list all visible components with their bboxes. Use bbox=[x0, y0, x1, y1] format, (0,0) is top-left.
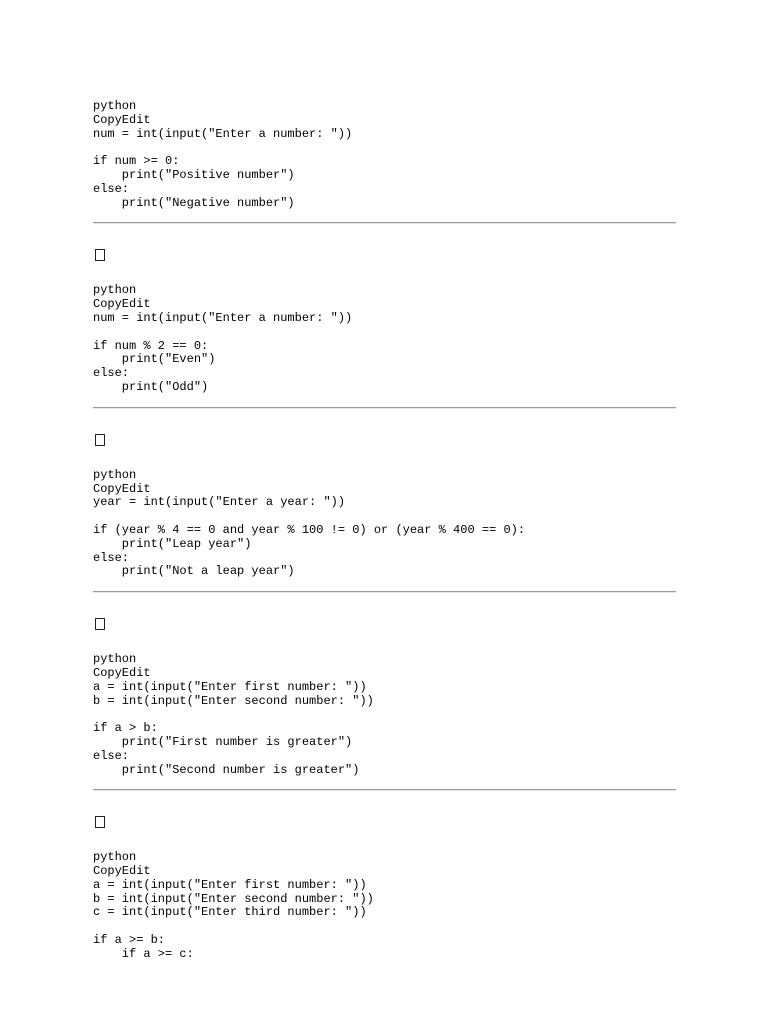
code-line: if a >= b: bbox=[93, 933, 166, 948]
code-lang-label: python bbox=[93, 850, 137, 865]
code-line bbox=[93, 510, 676, 524]
code-line: a = int(input("Enter first number: ")) bbox=[93, 877, 367, 892]
code-line: else: bbox=[93, 748, 130, 763]
code-line: if a >= c: bbox=[93, 946, 194, 961]
code-line: b = int(input("Enter second number: ")) bbox=[93, 891, 374, 906]
code-line: year = int(input("Enter a year: ")) bbox=[93, 495, 346, 510]
code-line: c = int(input("Enter third number: ")) bbox=[93, 905, 367, 920]
copy-edit-button[interactable]: CopyEdit bbox=[93, 481, 151, 496]
code-line bbox=[93, 326, 676, 340]
code-line: a = int(input("Enter first number: ")) bbox=[93, 679, 367, 694]
code-line: print("Even") bbox=[93, 352, 216, 367]
code-line bbox=[93, 141, 676, 155]
section-divider bbox=[93, 407, 676, 409]
section-divider bbox=[93, 591, 676, 593]
code-line: b = int(input("Enter second number: ")) bbox=[93, 693, 374, 708]
code-block-3 bbox=[93, 469, 676, 579]
code-line: print("Positive number") bbox=[93, 167, 295, 182]
code-line: if a > b: bbox=[93, 721, 158, 736]
copy-edit-button[interactable]: CopyEdit bbox=[93, 665, 151, 680]
code-block-5 bbox=[93, 851, 676, 961]
section-divider bbox=[93, 789, 676, 791]
code-line: else: bbox=[93, 366, 130, 381]
code-line: else: bbox=[93, 550, 130, 565]
missing-glyph-box-icon bbox=[95, 816, 105, 828]
code-line bbox=[93, 920, 676, 934]
code-line: if num % 2 == 0: bbox=[93, 338, 209, 353]
document-page bbox=[93, 100, 676, 962]
code-lang-label: python bbox=[93, 283, 137, 298]
code-line: print("First number is greater") bbox=[93, 734, 353, 749]
code-lang-label: python bbox=[93, 652, 137, 667]
copy-edit-button[interactable]: CopyEdit bbox=[93, 864, 151, 879]
code-line: num = int(input("Enter a number: ")) bbox=[93, 126, 353, 141]
code-block-2 bbox=[93, 284, 676, 394]
code-line: print("Second number is greater") bbox=[93, 762, 360, 777]
missing-glyph-box-icon bbox=[95, 249, 105, 261]
code-line: num = int(input("Enter a number: ")) bbox=[93, 310, 353, 325]
code-block-1 bbox=[93, 100, 676, 210]
code-line: else: bbox=[93, 181, 130, 196]
missing-glyph-box-icon bbox=[95, 618, 105, 630]
code-line: print("Not a leap year") bbox=[93, 564, 295, 579]
code-lang-label: python bbox=[93, 99, 137, 113]
missing-glyph-box-icon bbox=[95, 434, 105, 446]
code-line: if (year % 4 == 0 and year % 100 != 0) or (year % 400 == 0): bbox=[93, 522, 526, 537]
code-line: print("Negative number") bbox=[93, 195, 295, 210]
code-line: print("Leap year") bbox=[93, 536, 252, 551]
code-block-4 bbox=[93, 653, 676, 777]
code-lang-label: python bbox=[93, 467, 137, 482]
code-line bbox=[93, 708, 676, 722]
code-line: if num >= 0: bbox=[93, 154, 180, 169]
copy-edit-button[interactable]: CopyEdit bbox=[93, 297, 151, 312]
section-divider bbox=[93, 222, 676, 224]
copy-edit-button[interactable]: CopyEdit bbox=[93, 112, 151, 127]
code-line: print("Odd") bbox=[93, 379, 209, 394]
